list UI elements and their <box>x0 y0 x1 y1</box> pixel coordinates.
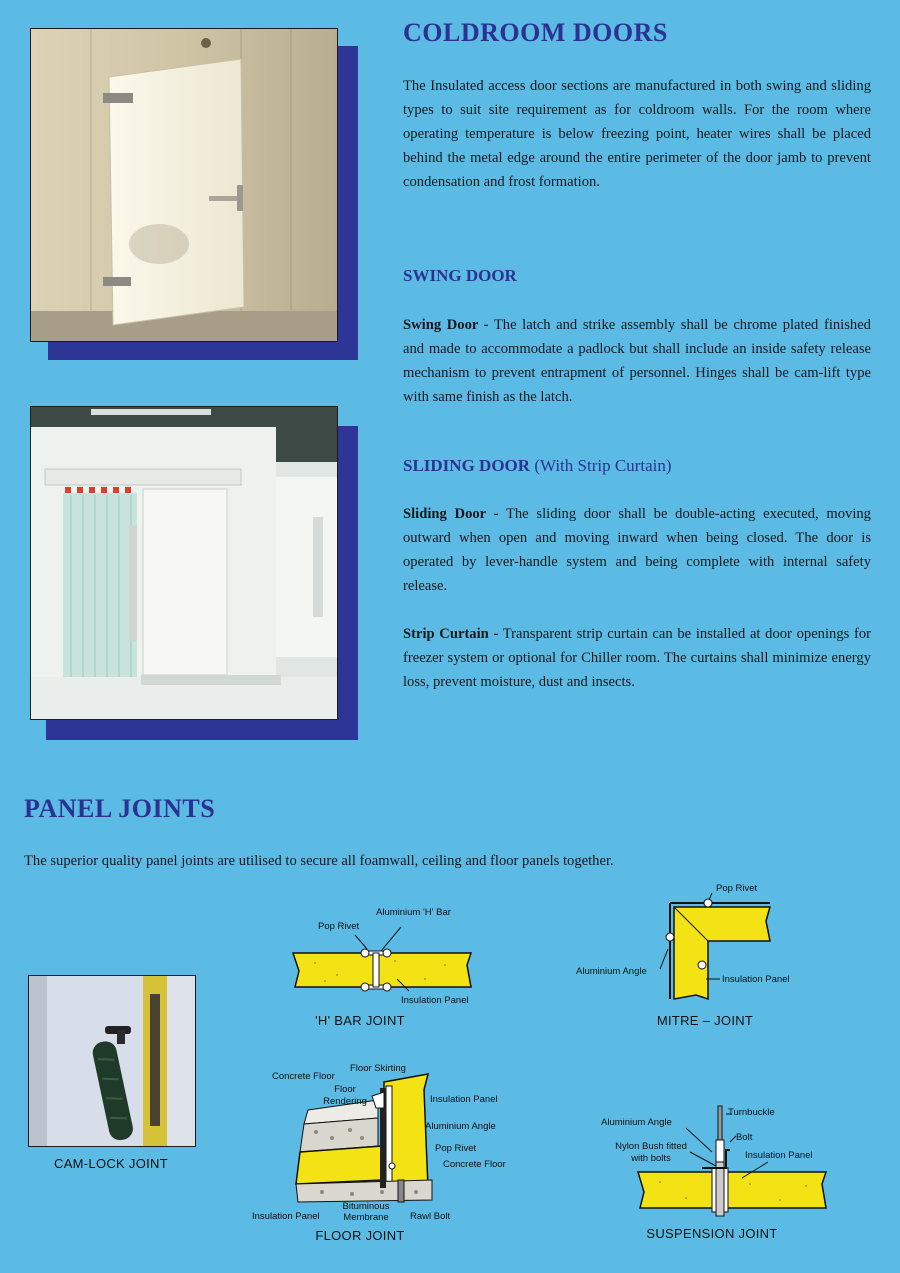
suspension-label-bush-2: with bolts <box>631 1153 671 1164</box>
h-bar-joint-caption: 'H' BAR JOINT <box>315 1013 405 1028</box>
floor-label-rivet: Pop Rivet <box>435 1143 477 1154</box>
sliding-door-heading <box>403 456 672 476</box>
mitre-label-angle: Aluminium Angle <box>576 966 647 977</box>
mitre-joint-caption: MITRE – JOINT <box>656 1013 754 1028</box>
sliding-door-text <box>403 502 871 598</box>
strip-curtain-description: Transparent strip curtain can be installed at door openings for freezer system or optional for Chiller room. The curtains shall minimize energy loss, prevent moisture, dust and insects. <box>403 626 871 690</box>
floor-joint-diagram <box>292 1068 442 1206</box>
floor-label-rendering-1: Floor <box>334 1084 356 1095</box>
floor-label-skirting: Floor Skirting <box>350 1063 406 1074</box>
floor-joint-caption: FLOOR JOINT <box>315 1228 405 1243</box>
h-bar-label-bar: Aluminium 'H' Bar <box>376 907 451 918</box>
h-bar-joint-diagram <box>285 935 475 995</box>
floor-label-panel-left: Insulation Panel <box>252 1211 320 1222</box>
coldroom-intro-text: The Insulated access door sections are manufactured in both swing and sliding types to suit site requirement as for coldroom walls. For the room where operating temperature is below freezing point, heater wires shall be placed behind the metal edge around the entire perimeter of the door jamb to prevent condensation and frost formation. <box>403 78 871 190</box>
suspension-label-panel: Insulation Panel <box>745 1150 813 1161</box>
mitre-label-rivet: Pop Rivet <box>716 883 758 894</box>
h-bar-label-panel: Insulation Panel <box>401 995 469 1006</box>
floor-label-concrete-top: Concrete Floor <box>272 1071 335 1082</box>
cam-lock-photo <box>28 975 196 1147</box>
mitre-joint-diagram <box>660 895 780 1007</box>
floor-label-panel-right: Insulation Panel <box>430 1094 498 1105</box>
swing-door-photo <box>30 28 338 342</box>
swing-door-description: The latch and strike assembly shall be chrome plated finished and made to accommodate a padlock but shall include an inside safety release mechanism to prevent entrapment of personnel. Hinges shall be cam-lift type with same finish as the latch. <box>403 317 871 405</box>
floor-label-bituminous-1: Bituminous <box>342 1201 390 1212</box>
suspension-label-turnbuckle: Turnbuckle <box>728 1107 775 1118</box>
strip-curtain-text <box>403 622 871 694</box>
coldroom-doors-title: COLDROOM DOORS <box>403 18 668 47</box>
cam-lock-caption: CAM-LOCK JOINT <box>54 1156 168 1171</box>
h-bar-label-rivet: Pop Rivet <box>318 921 360 932</box>
suspension-label-bush-1: Nylon Bush fitted <box>615 1141 687 1152</box>
floor-label-angle: Aluminium Angle <box>425 1121 496 1132</box>
panel-joints-title: PANEL JOINTS <box>24 794 216 823</box>
sliding-door-heading-suffix: (With Strip Curtain) <box>530 456 672 475</box>
sliding-door-photo <box>30 406 338 720</box>
floor-label-rendering-2: Rendering <box>323 1096 367 1107</box>
floor-label-concrete-right: Concrete Floor <box>443 1159 506 1170</box>
panel-joints-intro: The superior quality panel joints are utilised to secure all foamwall, ceiling and floor panels together. <box>24 853 614 869</box>
floor-label-rawl-bolt: Rawl Bolt <box>410 1211 451 1222</box>
sliding-door-lead: Sliding Door - <box>403 506 499 522</box>
swing-door-heading: SWING DOOR <box>403 266 517 285</box>
suspension-label-angle: Aluminium Angle <box>601 1117 672 1128</box>
strip-curtain-lead: Strip Curtain - <box>403 626 499 642</box>
mitre-label-panel: Insulation Panel <box>722 974 790 985</box>
sliding-door-heading-main: SLIDING DOOR <box>403 456 531 475</box>
swing-door-lead: Swing Door - <box>403 317 489 333</box>
swing-door-text <box>403 313 871 409</box>
floor-label-bituminous-2: Membrane <box>343 1212 389 1223</box>
suspension-label-bolt: Bolt <box>736 1132 753 1143</box>
suspension-joint-caption: SUSPENSION JOINT <box>646 1226 778 1241</box>
sliding-door-description: The sliding door shall be double-acting executed, moving outward when open and moving inward when being closed. The door is operated by lever-handle system and being complete with internal safety release. <box>403 506 871 594</box>
